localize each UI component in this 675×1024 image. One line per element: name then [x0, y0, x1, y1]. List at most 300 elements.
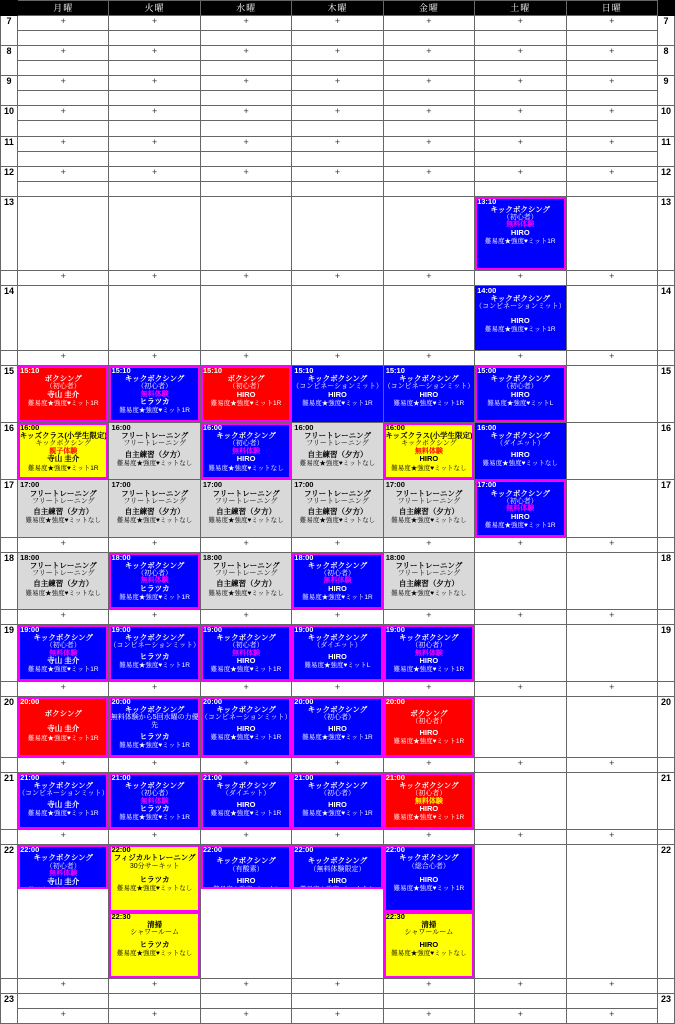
add-slot-sun-10[interactable]: +	[566, 106, 657, 121]
add-slot-mon-09[interactable]: +	[18, 76, 109, 91]
add-slot-thu-19b[interactable]: +	[292, 682, 383, 697]
add-slot-wed-20b[interactable]: +	[200, 758, 291, 773]
slot-sun-16[interactable]	[566, 423, 657, 480]
plus-row-17	[1, 537, 675, 552]
slot-sun-21[interactable]	[566, 773, 657, 830]
add-slot-fri-11[interactable]: +	[383, 136, 474, 151]
slot-thu-16[interactable]	[292, 423, 383, 480]
add-slot-fri-09[interactable]: +	[383, 76, 474, 91]
add-slot-thu-18b[interactable]: +	[292, 609, 383, 624]
add-slot-sun-09[interactable]: +	[566, 76, 657, 91]
add-slot-wed-21b[interactable]: +	[200, 830, 291, 845]
slot-mon-13[interactable]	[18, 196, 109, 270]
event-card[interactable]	[384, 553, 474, 609]
slot-thu-13[interactable]	[292, 196, 383, 270]
slot-wed-16[interactable]	[200, 423, 291, 480]
event-level: 難易度★強度♥ミット1R	[393, 738, 465, 746]
slot-thu-11[interactable]	[292, 151, 383, 166]
add-slot-wed-09[interactable]: +	[200, 76, 291, 91]
slot-sat-08[interactable]	[475, 61, 566, 76]
add-slot-wed-08[interactable]: +	[200, 46, 291, 61]
slot-thu-12[interactable]	[292, 181, 383, 196]
event-card[interactable]	[384, 697, 474, 757]
event-card[interactable]	[292, 845, 382, 894]
slot-wed-22[interactable]	[200, 845, 291, 978]
add-slot-sat-17b[interactable]: +	[475, 537, 566, 552]
slot-mon-12[interactable]	[18, 181, 109, 196]
slot-sat-10[interactable]	[475, 121, 566, 136]
event-card[interactable]	[18, 845, 108, 894]
event-card[interactable]	[18, 366, 108, 422]
event-card[interactable]	[201, 845, 291, 894]
slot-sun-18[interactable]	[566, 552, 657, 609]
slot-fri-16[interactable]	[383, 423, 474, 480]
slot-mon-18[interactable]	[18, 552, 109, 609]
slot-sun-15[interactable]	[566, 365, 657, 422]
event-title: フリートレーニング	[303, 488, 372, 498]
event-instructor: HIRO	[419, 939, 439, 949]
add-slot-sat-19b[interactable]: +	[475, 682, 566, 697]
add-slot-tue-09[interactable]: +	[109, 76, 200, 91]
slot-sat-19[interactable]	[475, 625, 566, 682]
time-label-17: 17	[1, 480, 18, 537]
add-slot-mon-19b[interactable]: +	[18, 682, 109, 697]
slot-thu-09[interactable]	[292, 91, 383, 106]
slot-wed-23[interactable]	[200, 993, 291, 1008]
slot-mon-21[interactable]	[18, 773, 109, 830]
event-time: 22:00	[294, 845, 314, 855]
add-slot-thu-13[interactable]: +	[292, 270, 383, 285]
add-slot-sun-13[interactable]: +	[566, 270, 657, 285]
slot-mon-16[interactable]	[18, 423, 109, 480]
plus-row-09	[1, 76, 675, 91]
event-time: 15:10	[20, 365, 40, 375]
slot-sat-22[interactable]	[475, 845, 566, 978]
slot-tue-11[interactable]	[109, 151, 200, 166]
add-slot-sat-13[interactable]: +	[475, 270, 566, 285]
add-slot-tue-11[interactable]: +	[109, 136, 200, 151]
slot-wed-08[interactable]	[200, 61, 291, 76]
event-card[interactable]	[475, 286, 565, 350]
event-title: キックボクシング	[124, 705, 185, 715]
event-card[interactable]	[475, 480, 565, 536]
slot-fri-22[interactable]	[383, 845, 474, 978]
slot-thu-20[interactable]	[292, 697, 383, 758]
add-slot-sat-07[interactable]: +	[475, 16, 566, 31]
event-card[interactable]	[292, 773, 382, 829]
slot-thu-10[interactable]	[292, 121, 383, 136]
event-instructor: ヒラツカ	[139, 804, 170, 814]
add-slot-mon-21b[interactable]: +	[18, 830, 109, 845]
add-slot-thu-14[interactable]: +	[292, 350, 383, 365]
add-slot-sat-12[interactable]: +	[475, 166, 566, 181]
event-instructor: 寺山 圭介	[47, 876, 80, 886]
event-card[interactable]	[109, 912, 199, 978]
slot-mon-09[interactable]	[18, 91, 109, 106]
event-card[interactable]	[292, 366, 382, 422]
event-card[interactable]	[384, 423, 474, 479]
event-level: 難易度★強度♥ミット1R	[210, 399, 282, 407]
add-slot-tue-21b[interactable]: +	[109, 830, 200, 845]
slot-sun-08[interactable]	[566, 61, 657, 76]
add-slot-mon-13[interactable]: +	[18, 270, 109, 285]
add-slot-tue-07[interactable]: +	[109, 16, 200, 31]
slot-tue-20[interactable]	[109, 697, 200, 758]
add-slot-mon-14[interactable]: +	[18, 350, 109, 365]
slot-sun-11[interactable]	[566, 151, 657, 166]
add-slot-fri-20b[interactable]: +	[383, 758, 474, 773]
slot-fri-20[interactable]	[383, 697, 474, 758]
slot-sun-20[interactable]	[566, 697, 657, 758]
slot-thu-23[interactable]	[292, 993, 383, 1008]
slot-sat-18[interactable]	[475, 552, 566, 609]
slot-fri-08[interactable]	[383, 61, 474, 76]
add-slot-wed-07[interactable]: +	[200, 16, 291, 31]
add-slot-sun-22b[interactable]: +	[566, 978, 657, 993]
add-slot-thu-20b[interactable]: +	[292, 758, 383, 773]
slot-wed-15[interactable]	[200, 365, 291, 422]
slot-fri-23[interactable]	[383, 993, 474, 1008]
slot-fri-11[interactable]	[383, 151, 474, 166]
slot-sat-16[interactable]	[475, 423, 566, 480]
add-slot-sat-11[interactable]: +	[475, 136, 566, 151]
event-subtitle: （無料体験限定）	[309, 865, 366, 873]
add-slot-tue-18b[interactable]: +	[109, 609, 200, 624]
add-slot-tue-08[interactable]: +	[109, 46, 200, 61]
slot-wed-20[interactable]	[200, 697, 291, 758]
slot-mon-17[interactable]	[18, 480, 109, 537]
slot-wed-07[interactable]	[200, 31, 291, 46]
event-subtitle: （初心者）	[411, 718, 447, 726]
slot-wed-10[interactable]	[200, 121, 291, 136]
add-slot-wed-19b[interactable]: +	[200, 682, 291, 697]
event-card[interactable]	[475, 197, 565, 270]
slot-thu-14[interactable]	[292, 285, 383, 350]
slot-sat-13[interactable]	[475, 196, 566, 270]
event-card[interactable]	[201, 553, 291, 609]
add-slot-thu-23[interactable]: +	[292, 1008, 383, 1023]
slot-thu-19[interactable]	[292, 625, 383, 682]
slot-wed-21[interactable]	[200, 773, 291, 830]
slot-thu-17[interactable]	[292, 480, 383, 537]
event-card[interactable]	[292, 625, 382, 681]
add-slot-mon-18b[interactable]: +	[18, 609, 109, 624]
event-card[interactable]	[109, 366, 199, 422]
add-slot-tue-23[interactable]: +	[109, 1008, 200, 1023]
event-card[interactable]	[18, 553, 108, 609]
corner-left	[1, 1, 18, 16]
slot-wed-11[interactable]	[200, 151, 291, 166]
add-slot-wed-14[interactable]: +	[200, 350, 291, 365]
slot-sat-17[interactable]	[475, 480, 566, 537]
slot-wed-19[interactable]	[200, 625, 291, 682]
add-slot-fri-07[interactable]: +	[383, 16, 474, 31]
event-card[interactable]	[109, 625, 199, 681]
add-slot-sat-23[interactable]: +	[475, 1008, 566, 1023]
event-subtitle: （初心者）	[228, 440, 264, 448]
slot-mon-11[interactable]	[18, 151, 109, 166]
slot-mon-10[interactable]	[18, 121, 109, 136]
slot-fri-17[interactable]	[383, 480, 474, 537]
add-slot-thu-07[interactable]: +	[292, 16, 383, 31]
slot-fri-15[interactable]	[383, 365, 474, 422]
add-slot-sat-21b[interactable]: +	[475, 830, 566, 845]
add-slot-fri-23[interactable]: +	[383, 1008, 474, 1023]
add-slot-sun-11[interactable]: +	[566, 136, 657, 151]
add-slot-fri-22b[interactable]: +	[383, 978, 474, 993]
add-slot-thu-21b[interactable]: +	[292, 830, 383, 845]
event-card[interactable]	[201, 423, 291, 479]
slot-tue-07[interactable]	[109, 31, 200, 46]
event-card[interactable]	[201, 625, 291, 681]
slot-fri-18[interactable]	[383, 552, 474, 609]
slot-fri-09[interactable]	[383, 91, 474, 106]
slot-tue-17[interactable]	[109, 480, 200, 537]
add-slot-fri-18b[interactable]: +	[383, 609, 474, 624]
add-slot-sat-22b[interactable]: +	[475, 978, 566, 993]
slot-mon-22[interactable]	[18, 845, 109, 978]
slot-wed-17[interactable]	[200, 480, 291, 537]
event-card[interactable]	[109, 423, 199, 479]
slot-mon-14[interactable]	[18, 285, 109, 350]
event-card[interactable]	[18, 773, 108, 829]
slot-thu-22[interactable]	[292, 845, 383, 978]
slot-mon-15[interactable]	[18, 365, 109, 422]
slot-sat-12[interactable]	[475, 181, 566, 196]
add-slot-tue-10[interactable]: +	[109, 106, 200, 121]
slot-tue-18[interactable]	[109, 552, 200, 609]
add-slot-sun-08[interactable]: +	[566, 46, 657, 61]
add-slot-sun-23[interactable]: +	[566, 1008, 657, 1023]
event-subtitle: （初心者）	[137, 569, 173, 577]
slot-mon-23[interactable]	[18, 993, 109, 1008]
add-slot-fri-13[interactable]: +	[383, 270, 474, 285]
slot-sun-13[interactable]	[566, 196, 657, 270]
add-slot-fri-10[interactable]: +	[383, 106, 474, 121]
add-slot-sun-21b[interactable]: +	[566, 830, 657, 845]
add-slot-mon-10[interactable]: +	[18, 106, 109, 121]
add-slot-sat-10[interactable]: +	[475, 106, 566, 121]
add-slot-fri-19b[interactable]: +	[383, 682, 474, 697]
slot-fri-07[interactable]	[383, 31, 474, 46]
event-title: キックボクシング	[307, 560, 368, 570]
add-slot-thu-09[interactable]: +	[292, 76, 383, 91]
slot-sat-20[interactable]	[475, 697, 566, 758]
slot-sun-17[interactable]	[566, 480, 657, 537]
slot-tue-09[interactable]	[109, 91, 200, 106]
add-slot-sun-20b[interactable]: +	[566, 758, 657, 773]
slot-wed-14[interactable]	[200, 285, 291, 350]
event-time: 17:00	[385, 480, 405, 490]
add-slot-sun-18b[interactable]: +	[566, 609, 657, 624]
event-card[interactable]	[109, 845, 199, 912]
slot-wed-12[interactable]	[200, 181, 291, 196]
slot-fri-12[interactable]	[383, 181, 474, 196]
slot-sat-07[interactable]	[475, 31, 566, 46]
slot-fri-14[interactable]	[383, 285, 474, 350]
event-subtitle: （コンビネーションミット）	[109, 642, 201, 650]
event-card[interactable]	[475, 423, 565, 479]
event-card[interactable]	[201, 773, 291, 829]
add-slot-tue-17b[interactable]: +	[109, 537, 200, 552]
slot-tue-22[interactable]	[109, 845, 200, 978]
add-slot-mon-20b[interactable]: +	[18, 758, 109, 773]
event-card[interactable]	[384, 773, 474, 829]
slot-tue-21[interactable]	[109, 773, 200, 830]
slot-fri-21[interactable]	[383, 773, 474, 830]
add-slot-mon-23[interactable]: +	[18, 1008, 109, 1023]
event-card[interactable]	[201, 697, 291, 757]
add-slot-sun-19b[interactable]: +	[566, 682, 657, 697]
add-slot-thu-12[interactable]: +	[292, 166, 383, 181]
event-card[interactable]	[384, 625, 474, 681]
add-slot-wed-12[interactable]: +	[200, 166, 291, 181]
slot-thu-18[interactable]	[292, 552, 383, 609]
slot-thu-08[interactable]	[292, 61, 383, 76]
add-slot-mon-11[interactable]: +	[18, 136, 109, 151]
slot-mon-19[interactable]	[18, 625, 109, 682]
slot-sat-15[interactable]	[475, 365, 566, 422]
slot-fri-19[interactable]	[383, 625, 474, 682]
event-card[interactable]	[18, 697, 108, 757]
add-slot-sun-14[interactable]: +	[566, 350, 657, 365]
event-card[interactable]	[18, 625, 108, 681]
slot-sun-19[interactable]	[566, 625, 657, 682]
slot-sat-23[interactable]	[475, 993, 566, 1008]
event-card[interactable]	[18, 423, 108, 479]
add-slot-tue-19b[interactable]: +	[109, 682, 200, 697]
event-instructor: 自主練習（夕方）	[398, 507, 459, 517]
add-slot-sat-14[interactable]: +	[475, 350, 566, 365]
event-card[interactable]	[384, 366, 474, 422]
slot-mon-08[interactable]	[18, 61, 109, 76]
slot-thu-07[interactable]	[292, 31, 383, 46]
slot-tue-10[interactable]	[109, 121, 200, 136]
add-slot-tue-13[interactable]: +	[109, 270, 200, 285]
slot-sun-23[interactable]	[566, 993, 657, 1008]
add-slot-sun-12[interactable]: +	[566, 166, 657, 181]
event-card[interactable]	[292, 553, 382, 609]
add-slot-thu-11[interactable]: +	[292, 136, 383, 151]
event-instructor: HIRO	[328, 583, 347, 593]
slot-sun-10[interactable]	[566, 121, 657, 136]
event-card[interactable]	[292, 697, 382, 757]
slot-sun-07[interactable]	[566, 31, 657, 46]
add-slot-fri-14[interactable]: +	[383, 350, 474, 365]
add-slot-sun-17b[interactable]: +	[566, 537, 657, 552]
slot-tue-14[interactable]	[109, 285, 200, 350]
slot-sat-09[interactable]	[475, 91, 566, 106]
slot-mon-07[interactable]	[18, 31, 109, 46]
event-card[interactable]	[384, 845, 474, 912]
add-slot-wed-22b[interactable]: +	[200, 978, 291, 993]
slot-sun-12[interactable]	[566, 181, 657, 196]
add-slot-wed-10[interactable]: +	[200, 106, 291, 121]
add-slot-mon-07[interactable]: +	[18, 16, 109, 31]
slot-wed-18[interactable]	[200, 552, 291, 609]
time-label-19: 19	[1, 625, 18, 682]
event-card[interactable]	[292, 480, 382, 536]
slot-wed-13[interactable]	[200, 196, 291, 270]
event-card[interactable]	[18, 480, 108, 536]
event-card[interactable]	[292, 423, 382, 479]
slot-tue-12[interactable]	[109, 181, 200, 196]
event-instructor: HIRO	[328, 799, 347, 809]
slot-tue-15[interactable]	[109, 365, 200, 422]
event-subtitle: （初心者）	[411, 790, 447, 798]
event-card[interactable]	[109, 553, 199, 609]
event-card[interactable]	[201, 366, 291, 422]
event-card[interactable]	[109, 773, 199, 829]
add-slot-fri-21b[interactable]: +	[383, 830, 474, 845]
add-slot-wed-23[interactable]: +	[200, 1008, 291, 1023]
add-slot-wed-13[interactable]: +	[200, 270, 291, 285]
add-slot-fri-08[interactable]: +	[383, 46, 474, 61]
slot-sun-14[interactable]	[566, 285, 657, 350]
event-card[interactable]	[384, 912, 474, 978]
add-slot-sat-08[interactable]: +	[475, 46, 566, 61]
slot-tue-13[interactable]	[109, 196, 200, 270]
slot-tue-16[interactable]	[109, 423, 200, 480]
add-slot-tue-22b[interactable]: +	[109, 978, 200, 993]
add-slot-thu-17b[interactable]: +	[292, 537, 383, 552]
slot-sat-11[interactable]	[475, 151, 566, 166]
slot-tue-19[interactable]	[109, 625, 200, 682]
event-subtitle: フリートレーニング	[214, 569, 278, 577]
add-slot-tue-12[interactable]: +	[109, 166, 200, 181]
table-header-row	[1, 1, 675, 16]
add-slot-wed-18b[interactable]: +	[200, 609, 291, 624]
event-card[interactable]	[201, 480, 291, 536]
event-card[interactable]	[109, 697, 199, 757]
slot-fri-13[interactable]	[383, 196, 474, 270]
slot-sat-14[interactable]	[475, 285, 566, 350]
add-slot-thu-22b[interactable]: +	[292, 978, 383, 993]
add-slot-mon-17b[interactable]: +	[18, 537, 109, 552]
slot-tue-08[interactable]	[109, 61, 200, 76]
add-slot-sat-18b[interactable]: +	[475, 609, 566, 624]
add-slot-tue-14[interactable]: +	[109, 350, 200, 365]
add-slot-sun-07[interactable]: +	[566, 16, 657, 31]
add-slot-wed-11[interactable]: +	[200, 136, 291, 151]
add-slot-fri-12[interactable]: +	[383, 166, 474, 181]
slot-sun-09[interactable]	[566, 91, 657, 106]
add-slot-mon-22b[interactable]: +	[18, 978, 109, 993]
event-card[interactable]	[109, 480, 199, 536]
slot-wed-09[interactable]	[200, 91, 291, 106]
add-slot-thu-08[interactable]: +	[292, 46, 383, 61]
slot-sat-21[interactable]	[475, 773, 566, 830]
add-slot-mon-12[interactable]: +	[18, 166, 109, 181]
slot-sun-22[interactable]	[566, 845, 657, 978]
slot-thu-21[interactable]	[292, 773, 383, 830]
add-slot-tue-20b[interactable]: +	[109, 758, 200, 773]
slot-mon-20[interactable]	[18, 697, 109, 758]
add-slot-fri-17b[interactable]: +	[383, 537, 474, 552]
slot-tue-23[interactable]	[109, 993, 200, 1008]
add-slot-thu-10[interactable]: +	[292, 106, 383, 121]
add-slot-wed-17b[interactable]: +	[200, 537, 291, 552]
event-card[interactable]	[384, 480, 474, 536]
add-slot-mon-08[interactable]: +	[18, 46, 109, 61]
add-slot-sat-09[interactable]: +	[475, 76, 566, 91]
event-level: 難易度★強度♥ミット1R	[302, 809, 373, 817]
event-instructor: HIRO	[510, 389, 530, 399]
slot-fri-10[interactable]	[383, 121, 474, 136]
event-card[interactable]	[475, 366, 565, 422]
slot-thu-15[interactable]	[292, 365, 383, 422]
add-slot-sat-20b[interactable]: +	[475, 758, 566, 773]
